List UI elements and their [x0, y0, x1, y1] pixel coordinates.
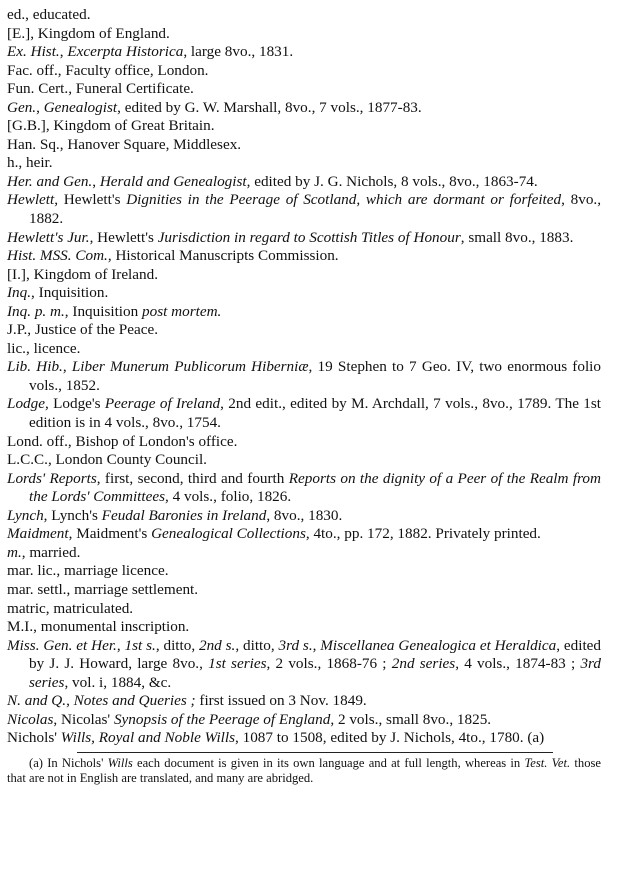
entry-text-segment: , ditto, — [155, 636, 199, 654]
abbreviation-entry — [7, 191, 601, 228]
entry-text: , Kingdom of England. — [30, 24, 170, 42]
entry-text-segment: Dignities in the Peerage of Scotland, which are dormant or forfeited — [126, 191, 562, 209]
entry-text: , — [66, 692, 74, 710]
entry-text: , — [59, 43, 68, 61]
abbreviation-entry — [7, 581, 601, 600]
entry-text-segment: 1st series — [208, 655, 267, 673]
entry-text-segment: , — [312, 636, 321, 654]
entry-text-segment: Liber Munerum Publicorum Hiberniæ — [71, 358, 309, 376]
entry-text: , London County Council. — [47, 451, 207, 469]
entry-text-segment: Synopsis of the Peerage of England — [113, 710, 331, 728]
entry-text: , Historical Manuscripts Commission. — [107, 247, 339, 265]
entry-text-segment: , edited by G. W. Marshall, 8vo., 7 vols., 1877-83. — [117, 98, 422, 116]
entry-text-segment: , edited by J. G. Nichols, 8 vols., 8vo., 1863-74. — [246, 172, 538, 190]
entry-text-segment: 1st s. — [124, 636, 156, 654]
entry-abbreviation: matric — [7, 599, 46, 617]
footnote-segment: those that are not in English are translated, and many are abridged. — [7, 755, 601, 786]
entry-text: , — [92, 172, 100, 190]
entry-abbreviation: Inq. p. m. — [7, 302, 65, 320]
abbreviation-entry — [7, 433, 601, 452]
abbreviation-entry — [7, 618, 601, 637]
footnote-segment: Wills — [107, 755, 133, 770]
abbreviations-list — [7, 6, 601, 748]
entry-text: , educated. — [25, 6, 91, 23]
entry-text-segment: Notes and Queries ; — [73, 692, 196, 710]
entry-text: , marriage settlement. — [66, 580, 199, 598]
abbreviation-entry — [7, 154, 601, 173]
entry-abbreviation: Gen. — [7, 98, 37, 116]
entry-text-segment: Genealogical Collections — [151, 525, 306, 543]
entry-text-segment: first issued on 3 Nov. 1849. — [195, 692, 367, 710]
abbreviation-entry — [7, 117, 601, 136]
entry-text: , heir. — [18, 154, 53, 172]
entry-text-segment: , 8vo., 1830. — [266, 506, 343, 524]
entry-text: , Inquisition — [64, 302, 143, 320]
abbreviation-entry — [7, 173, 601, 192]
entry-text: , married. — [21, 543, 81, 561]
footnote — [7, 756, 601, 786]
entry-text: , Hanover Square, Middlesex. — [59, 135, 242, 153]
entry-abbreviation: m. — [7, 543, 22, 561]
entry-abbreviation: Ex. Hist. — [7, 43, 60, 61]
entry-text: , Faculty office, London. — [57, 61, 209, 79]
entry-text: , Justice of the Peace. — [27, 321, 159, 339]
entry-text: , Maidment's — [68, 525, 152, 543]
entry-abbreviation: Hewlett's Jur. — [7, 228, 90, 246]
entry-abbreviation: N. and Q. — [7, 692, 67, 710]
footnote-rule — [77, 752, 553, 753]
entry-abbreviation: Fac. off. — [7, 61, 58, 79]
abbreviation-entry — [7, 136, 601, 155]
entry-text-segment: , 8vo., 1882. — [29, 191, 602, 228]
entry-abbreviation: Lords' Reports — [7, 469, 97, 487]
entry-text-segment: , 2nd edit., edited by M. Archdall, 7 vols., 8vo., 1789. The 1st edition is in 4 vols., 8vo., 1754. — [29, 395, 602, 432]
abbreviation-entry — [7, 544, 601, 563]
entry-text-segment: , small 8vo., 1883. — [460, 228, 574, 246]
entry-text: , marriage licence. — [56, 562, 169, 580]
entry-text-segment: Genealogist — [43, 98, 118, 116]
entry-text: , first, second, third and fourth — [96, 469, 289, 487]
entry-text-segment: , 4 vols., folio, 1826. — [165, 488, 292, 506]
entry-text: , — [62, 358, 72, 376]
entry-abbreviation: ed. — [7, 6, 26, 23]
abbreviation-entry — [7, 321, 601, 340]
entry-abbreviation: Nicolas — [7, 710, 54, 728]
entry-abbreviation: [E.] — [7, 24, 31, 42]
abbreviation-entry — [7, 284, 601, 303]
entry-text: , Bishop of London's office. — [67, 432, 238, 450]
entry-text-segment: , 4to., pp. 172, 1882. Privately printed. — [305, 525, 541, 543]
abbreviation-entry — [7, 692, 601, 711]
abbreviation-entry — [7, 25, 601, 44]
entry-abbreviation: [I.] — [7, 265, 26, 283]
entry-text-segment: post mortem. — [142, 302, 222, 320]
entry-abbreviation: lic. — [7, 339, 26, 357]
entry-abbreviation: Lodge — [7, 395, 45, 413]
entry-text-segment: 2nd s. — [198, 636, 236, 654]
abbreviation-entry — [7, 470, 601, 507]
entry-text-segment: , 19 Stephen to 7 Geo. IV, two enormous folio vols., 1852. — [29, 358, 601, 394]
entry-text-segment: , ditto, — [235, 636, 279, 654]
entry-abbreviation: Inq. — [7, 284, 32, 302]
abbreviation-entry — [7, 303, 601, 322]
entry-text: , Lynch's — [43, 506, 102, 524]
entry-text-segment: 2nd series — [391, 655, 456, 673]
abbreviation-entry — [7, 6, 601, 25]
abbreviation-entry — [7, 562, 601, 581]
abbreviation-entry — [7, 711, 601, 730]
entry-text: , Hewlett's — [54, 191, 127, 209]
abbreviation-entry — [7, 43, 601, 62]
entry-text-segment: Excerpta Historica — [67, 43, 184, 61]
entry-abbreviation: L.C.C. — [7, 451, 48, 469]
entry-abbreviation: Her. and Gen. — [7, 172, 93, 190]
entry-abbreviation: Maidment — [7, 525, 69, 543]
entry-text-segment: Miscellanea Genealogica et Heraldica — [320, 636, 557, 654]
entry-text: , monumental inscription. — [33, 618, 190, 636]
abbreviation-entry — [7, 358, 601, 395]
entry-text-segment: Feudal Baronies in Ireland — [101, 506, 267, 524]
abbreviation-entry — [7, 729, 601, 748]
abbreviation-entry — [7, 62, 601, 81]
entry-text: , Kingdom of Ireland. — [25, 265, 158, 283]
entry-text: , matriculated. — [45, 599, 134, 617]
entry-text: , Lodge's — [44, 395, 105, 413]
entry-text-segment: , 4 vols., 1874-83 ; — [455, 655, 581, 673]
entry-text-segment: , large 8vo., 1831. — [183, 43, 294, 61]
entry-text: , — [36, 98, 44, 116]
entry-text-segment: Herald and Genealogist — [99, 172, 247, 190]
abbreviation-entry — [7, 229, 601, 248]
footnote-segment: (a) In Nichols' — [29, 755, 108, 770]
entry-abbreviation: Han. Sq. — [7, 135, 60, 153]
entry-abbreviation: Miss. Gen. et Her. — [7, 636, 117, 654]
entry-text-segment: 3rd series — [29, 655, 601, 691]
abbreviation-entry — [7, 247, 601, 266]
entry-text: , Funeral Certificate. — [68, 80, 194, 98]
abbreviation-entry — [7, 340, 601, 359]
entry-abbreviation: Hewlett — [7, 191, 55, 209]
entry-text-segment: , 2 vols., small 8vo., 1825. — [330, 710, 492, 728]
abbreviation-entry — [7, 525, 601, 544]
entry-text: , Kingdom of Great Britain. — [45, 117, 215, 135]
entry-text-segment: 3rd s. — [278, 636, 313, 654]
footnote-segment: each document is given in its own language and at full length, whereas in — [132, 755, 525, 770]
entry-text-segment: Jurisdiction in regard to Scottish Titles of Honour — [157, 228, 461, 246]
entry-text: , Inquisition. — [31, 284, 109, 302]
abbreviation-entry — [7, 451, 601, 470]
entry-abbreviation: mar. settl. — [7, 580, 67, 598]
abbreviation-entry — [7, 507, 601, 526]
abbreviation-entry — [7, 99, 601, 118]
abbreviation-entry — [7, 80, 601, 99]
abbreviation-entry — [7, 395, 601, 432]
entry-abbreviation: [G.B.] — [7, 117, 46, 135]
entry-text-segment: , vol. i, 1884, &c. — [64, 673, 172, 691]
abbreviation-entry — [7, 637, 601, 693]
abbreviation-entry — [7, 266, 601, 285]
entry-abbreviation: M.I. — [7, 618, 34, 636]
entry-text-segment: , 2 vols., 1868-76 ; — [266, 655, 392, 673]
entry-abbreviation: Nichols' — [7, 729, 61, 747]
entry-abbreviation: Fun. Cert. — [7, 80, 69, 98]
entry-text: , Nicolas' — [53, 710, 114, 728]
entry-text: , licence. — [25, 339, 81, 357]
entry-text-segment: , 1087 to 1508, edited by J. Nichols, 4to., 1780. (a) — [235, 729, 545, 747]
entry-text-segment: , edited by J. J. Howard, large 8vo., — [29, 636, 601, 673]
entry-text-segment: Peerage of Ireland — [104, 395, 221, 413]
footnote-segment: Test. Vet. — [524, 755, 571, 770]
entry-abbreviation: Lib. Hib. — [7, 358, 63, 376]
entry-abbreviation: Lond. off. — [7, 432, 68, 450]
entry-abbreviation: J.P. — [7, 321, 28, 339]
entry-abbreviation: mar. lic. — [7, 562, 57, 580]
abbreviation-entry — [7, 600, 601, 619]
entry-abbreviation: Lynch — [7, 506, 44, 524]
entry-text-segment: Wills, Royal and Noble Wills — [60, 729, 236, 747]
entry-text: , — [116, 636, 125, 654]
entry-text-segment: Reports on the dignity of a Peer of the Realm from the Lords' Committees — [29, 469, 601, 506]
entry-text: , Hewlett's — [89, 228, 158, 246]
entry-abbreviation: Hist. MSS. Com. — [7, 247, 108, 265]
entry-abbreviation: h. — [7, 154, 19, 172]
